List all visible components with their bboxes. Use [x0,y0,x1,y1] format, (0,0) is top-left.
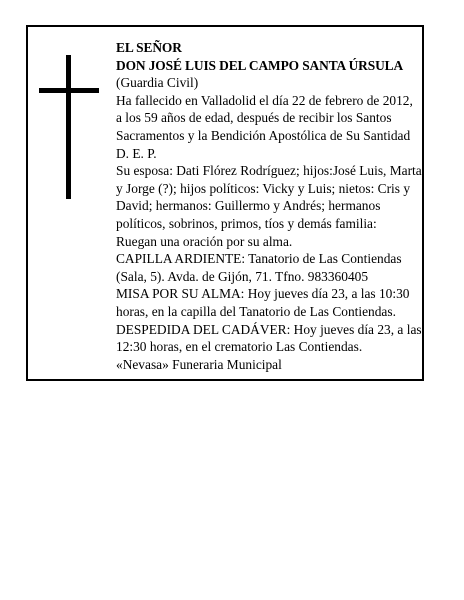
cross-horizontal-bar [39,88,99,93]
obituary-notice [26,25,424,381]
mass-info: MISA POR SU ALMA: Hoy jueves día 23, a las 10:30 horas, en la capilla del Tanatorio de Las Contiendas. [116,286,410,319]
rip-text: D. E. P. [116,145,157,161]
cross-icon [39,55,99,199]
farewell-info: DESPEDIDA DEL CADÁVER: Hoy jueves día 23, a las 12:30 horas, en el crematorio Las Contiendas. [116,321,422,355]
obituary-text [116,39,422,373]
family-list: Su esposa: Dati Flórez Rodríguez; hijos:José Luis, Marta y Jorge (?); hijos políticos: Vicky y Luis; nietos: Cris y David; hermanos: Guillermo y Andrés; hermanos políticos, sobrinos, primos, tíos y demás familia: [116,163,422,231]
deceased-name: DON JOSÉ LUIS DEL CAMPO SANTA ÚRSULA [116,57,404,73]
cross-vertical-bar [66,55,71,199]
death-announcement: Ha fallecido en Valladolid el día 22 de febrero de 2012, a los 59 años de edad, después de recibir los Santos Sacramentos y la Bendición Apostólica de Su Santidad [116,92,413,143]
deceased-affiliation: (Guardia Civil) [116,75,199,91]
obituary-title: EL SEÑOR [116,40,182,55]
prayer-request: Ruegan una oración por su alma. [116,233,293,249]
chapel-info: CAPILLA ARDIENTE: Tanatorio de Las Contiendas (Sala, 5). Avda. de Gijón, 71. Tfno. 983360405 [116,251,402,284]
funeral-home: «Nevasa» Funeraria Municipal [116,356,282,372]
